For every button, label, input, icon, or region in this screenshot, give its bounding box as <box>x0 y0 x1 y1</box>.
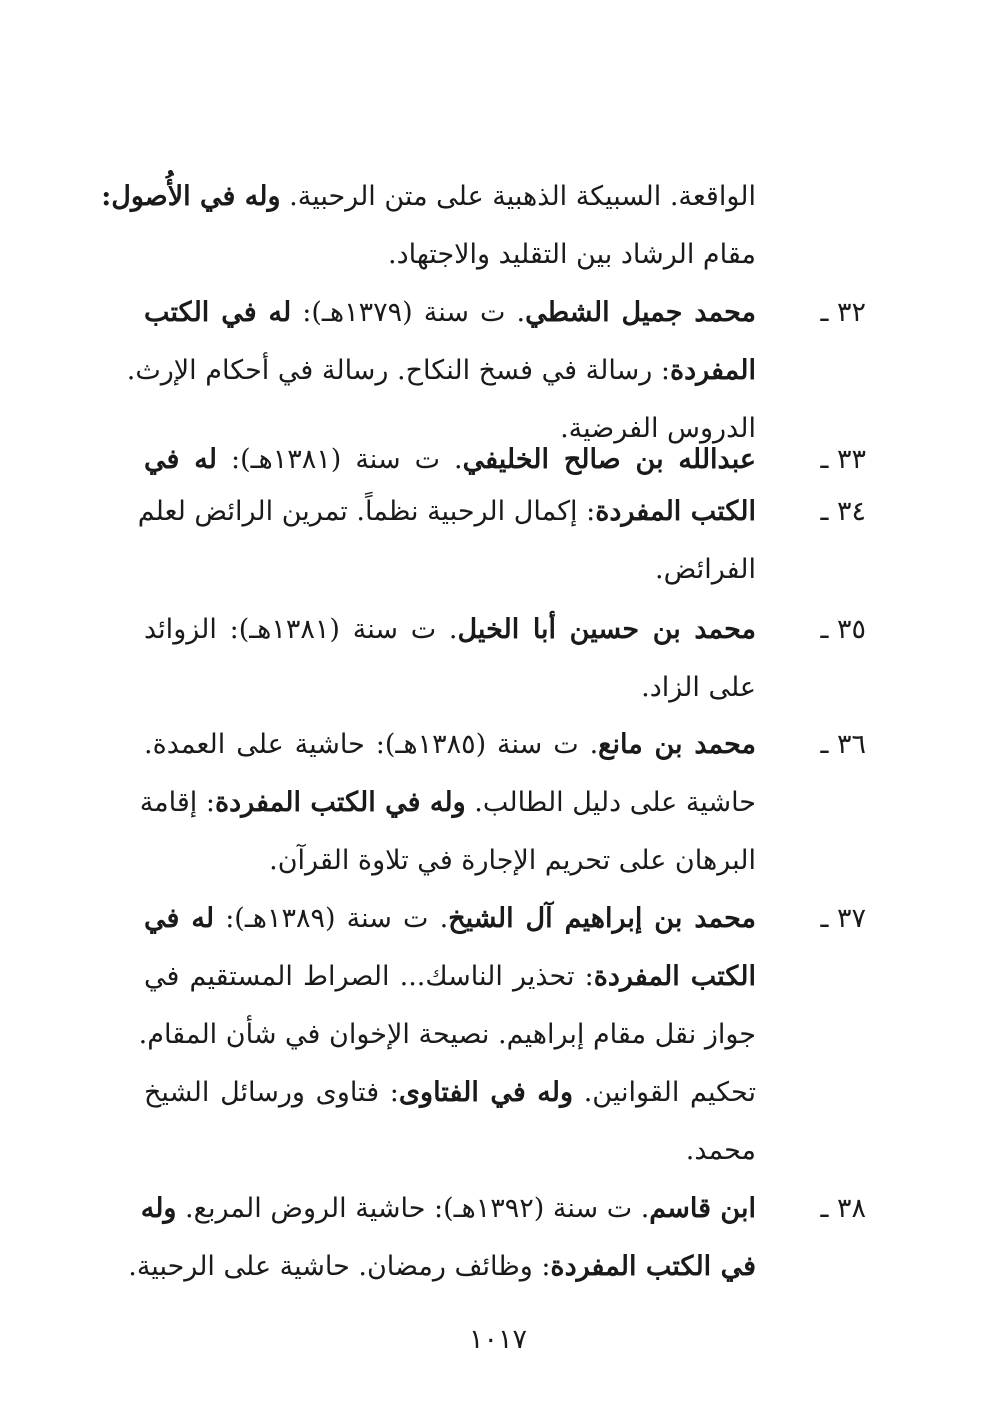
entry-37-line-4 <box>144 1064 756 1122</box>
entry-35-line-2: على الزاد. <box>641 672 756 703</box>
entry-37-line-5: محمد. <box>685 1135 756 1166</box>
entry-34-line-1 <box>137 483 756 541</box>
entry-36-line-3: البرهان على تحريم الإجارة في تلاوة القرآن. <box>269 845 756 876</box>
section-heading: في الكتب المفردة <box>550 1251 756 1282</box>
continuation-line-2: مقام الرشاد بين التقليد والاجتهاد. <box>388 239 756 270</box>
entry-number: ٣٨ ـ <box>820 1193 866 1224</box>
section-heading: وله في الكتب المفردة <box>214 787 466 818</box>
entry-38-line-2 <box>128 1238 756 1296</box>
entry-number: ٣٦ ـ <box>820 729 866 760</box>
author-name: ابن قاسم <box>649 1193 756 1224</box>
section-heading: الكتب المفردة <box>593 961 756 992</box>
section-heading: له في الكتب <box>144 297 292 328</box>
entry-number: ٣٢ ـ <box>820 297 866 328</box>
entry-37-line-3: جواز نقل مقام إبراهيم. نصيحة الإخوان في شأن المقام. <box>138 1019 756 1050</box>
entry-34-line-2: الفرائض. <box>655 554 756 585</box>
entry-text: : فتاوى ورسائل الشيخ <box>144 1077 399 1108</box>
entry-number: ٣٣ ـ <box>820 444 866 475</box>
entry-text: تحكيم القوانين. <box>573 1077 756 1108</box>
continuation-line-1 <box>101 168 756 226</box>
entry-32-line-2 <box>126 342 756 400</box>
entry-text: . ت سنة (١٣٨٩هـ): <box>214 903 449 934</box>
continuation-heading: وله في الأُصول: <box>101 181 281 212</box>
entry-38-line-1 <box>140 1180 756 1238</box>
entry-number: ٣٥ ـ <box>820 614 866 645</box>
entry-37-line-2 <box>144 948 756 1006</box>
entry-text: : إكمال الرحبية نظماً. تمرين الرائض لعلم <box>137 496 596 527</box>
section-heading: له في <box>144 903 215 934</box>
author-name: محمد جميل الشطي <box>525 297 756 328</box>
section-heading: له في <box>144 444 217 475</box>
entry-text: : وظائف رمضان. حاشية على الرحبية. <box>128 1251 551 1282</box>
entry-32-line-3: الدروس الفرضية. <box>560 413 756 444</box>
section-heading: المفردة <box>669 355 756 386</box>
entry-36-line-1 <box>144 716 756 774</box>
entry-32-line-1 <box>144 284 756 342</box>
entry-33-line-1 <box>144 431 756 489</box>
entry-number: ٣٤ ـ <box>820 496 866 527</box>
section-heading: الكتب المفردة <box>595 496 756 527</box>
section-heading: وله <box>140 1193 177 1224</box>
entry-text: : إقامة <box>139 787 215 818</box>
entry-text: . ت سنة (١٣٨١هـ): الزوائد <box>144 614 458 645</box>
entry-number: ٣٧ ـ <box>820 903 866 934</box>
entry-text: : رسالة في فسخ النكاح. رسالة في أحكام الإرث. <box>126 355 670 386</box>
continuation-text: الواقعة. السبيكة الذهبية على متن الرحبية. <box>280 181 756 212</box>
page-number: ١٠١٧ <box>468 1324 527 1355</box>
entry-37-line-1 <box>144 890 756 948</box>
entry-text: . ت سنة (١٣٨١هـ): <box>216 444 463 475</box>
author-name: محمد بن إبراهيم آل الشيخ <box>448 903 757 934</box>
author-name: محمد بن حسين أبا الخيل <box>457 614 757 645</box>
author-name: عبدالله بن صالح الخليفي <box>462 444 756 475</box>
entry-36-line-2 <box>139 774 756 832</box>
entry-text: . ت سنة (١٣٩٢هـ): حاشية الروض المربع. <box>176 1193 650 1224</box>
section-heading: وله في الفتاوى <box>398 1077 574 1108</box>
entry-35-line-1 <box>144 601 756 659</box>
entry-text: . ت سنة (١٣٧٩هـ): <box>291 297 526 328</box>
entry-text: : تحذير الناسك... الصراط المستقيم في <box>144 961 594 992</box>
entry-text: حاشية على دليل الطالب. <box>465 787 756 818</box>
entry-text: . ت سنة (١٣٨٥هـ): حاشية على العمدة. <box>144 729 599 760</box>
author-name: محمد بن مانع <box>598 729 756 760</box>
